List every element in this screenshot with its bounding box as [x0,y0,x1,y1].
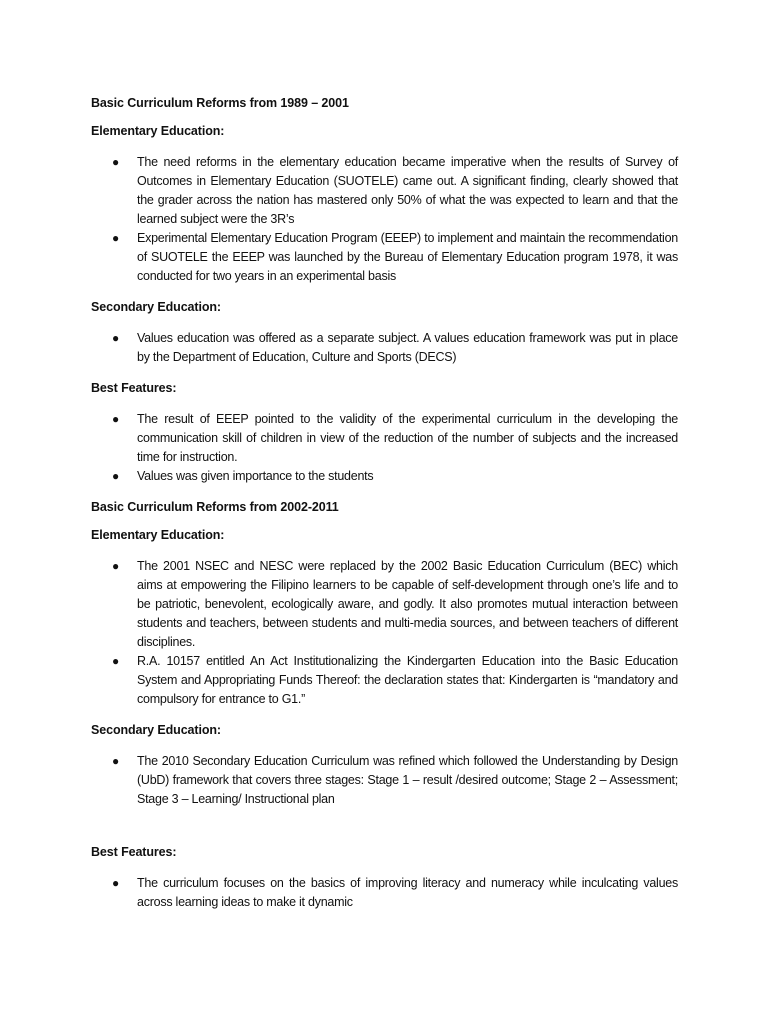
list-item: ● The 2001 NSEC and NESC were replaced by the 2002 Basic Education Curriculum (BEC) which aims at empowering the Filipino learners to be capable of self-development through one’s life and to be patriotic, benevolent, ecologically aware, and godly. It also promotes mutual interaction between students and teachers, between students and multi-media sources, and between teachers of different disciplines. [112,559,678,649]
bullet-list-secondary-1 [91,329,678,367]
section-heading-secondary-2: Secondary Education: [91,723,221,737]
section-heading-secondary-1: Secondary Education: [91,300,221,314]
bullet-icon: ● [112,654,119,668]
bullet-icon: ● [112,412,119,426]
list-item: ● The curriculum focuses on the basics of improving literacy and numeracy while inculcating values across learning ideas to make it dynamic [112,876,678,909]
list-item: ● The 2010 Secondary Education Curriculum was refined which followed the Understanding by Design (UbD) framework that covers three stages: Stage 1 – result /desired outcome; Stage 2 – Assessment; Stage 3 – Learning/ Instructional plan [112,754,678,806]
section-heading-elementary-1: Elementary Education: [91,124,225,138]
bullet-list-best-features-2 [91,874,678,912]
bullet-icon: ● [112,754,119,768]
section-heading-best-features-2: Best Features: [91,845,177,859]
list-item: ● Experimental Elementary Education Program (EEEP) to implement and maintain the recommendation of SUOTELE the EEEP was launched by the Bureau of Elementary Education program 1978, it was conducted for two years in an experimental basis [112,231,678,283]
bullet-list-elementary-2 [91,557,678,709]
bullet-icon: ● [112,155,119,169]
section-heading-best-features-1: Best Features: [91,381,177,395]
bullet-icon: ● [112,559,119,573]
list-item: ● The result of EEEP pointed to the validity of the experimental curriculum in the developing the communication skill of children in view of the reduction of the number of subjects and the increased time for instruction. [112,412,678,464]
bullet-icon: ● [112,331,119,345]
section-heading-reforms-1989-2001: Basic Curriculum Reforms from 1989 – 2001 [91,96,349,110]
bullet-list-elementary-1 [91,153,678,286]
bullet-icon: ● [112,231,119,245]
section-heading-reforms-2002-2011: Basic Curriculum Reforms from 2002-2011 [91,500,339,514]
bullet-icon: ● [112,469,119,483]
bullet-icon: ● [112,876,119,890]
list-item: ● R.A. 10157 entitled An Act Institutionalizing the Kindergarten Education into the Basic Education System and Appropriating Funds Thereof: the declaration states that: Kindergarten is “mandatory and compulsory for entrance to G1.” [112,654,678,706]
list-item: ● Values was given importance to the students [137,467,678,486]
bullet-list-secondary-2 [91,752,678,809]
bullet-list-best-features-1 [91,410,678,486]
section-heading-elementary-2: Elementary Education: [91,528,225,542]
list-item: ● The need reforms in the elementary education became imperative when the results of Survey of Outcomes in Elementary Education (SUOTELE) came out. A significant finding, clearly showed that the grader across the nation has mastered only 50% of what the was expected to learn and that the learned subject were the 3R’s [112,155,678,226]
list-item: ● Values education was offered as a separate subject. A values education framework was put in place by the Department of Education, Culture and Sports (DECS) [112,331,678,364]
